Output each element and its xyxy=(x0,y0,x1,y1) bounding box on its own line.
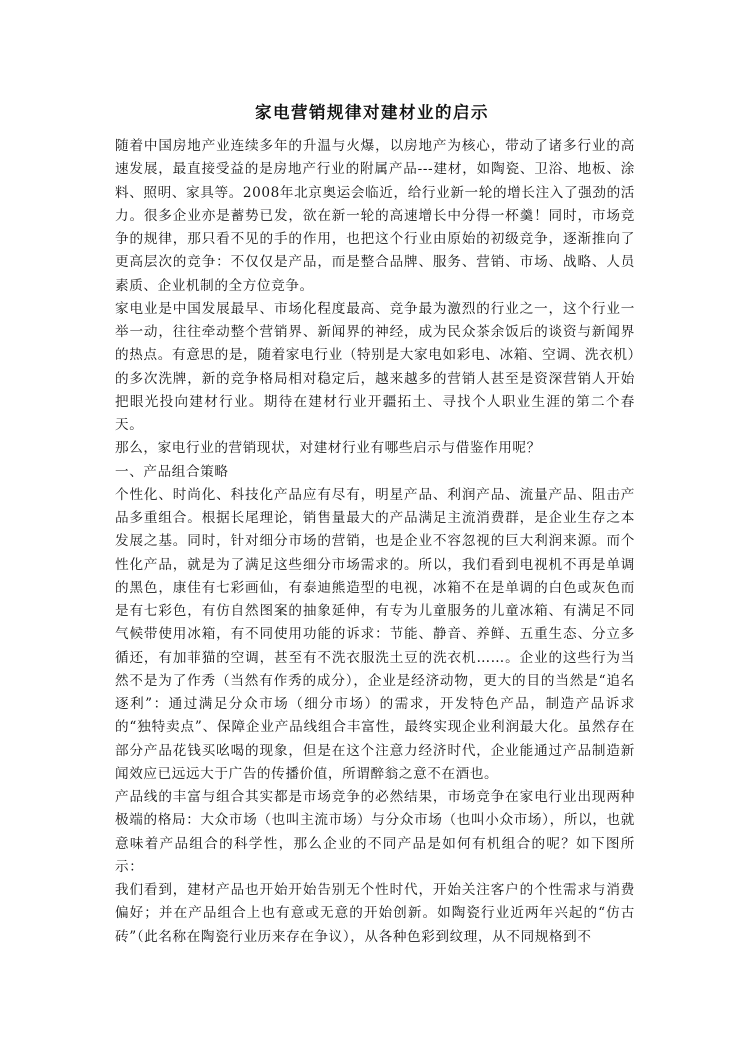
document-title: 家电营销规律对建材业的启示 xyxy=(255,103,489,122)
paragraph-product-mix: 个性化、时尚化、科技化产品应有尽有，明星产品、利润产品、流量产品、阻击产品多重组合。根据长尾理论，销售量最大的产品满足主流消费群，是企业生存之本发展之基。同时，针对细分市场的营销，也是企业不容忽视的巨大利润来源。而个性化产品，就是为了满足这些细分市场需求的。所以，我们看到电视机不再是单调的黑色，康佳有七彩画仙，有泰迪熊造型的电视，冰箱不在是单调的白色或灰色而是有七彩色，有仿自然图案的抽象延伸，有专为儿童服务的儿童冰箱、有满足不同气候带使用冰箱，有不同使用功能的诉求：节能、静音、养鲜、五重生态、分立多循还，有加菲猫的空调，甚至有不洗衣服洗土豆的洗衣机……。企业的这些行为当然不是为了作秀（当然有作秀的成分），企业是经济动物，更大的目的当然是“追名逐利”：通过满足分众市场（细分市场）的需求，开发特色产品，制造产品诉求的“独特卖点”、保障企业产品线组合丰富性，最终实现企业利润最大化。虽然存在部分产品花钱买吆喝的现象，但是在这个注意力经济时代，企业能通过产品制造新闻效应已远远大于广告的传播价值，所谓醉翁之意不在酒也。 xyxy=(115,486,635,782)
paragraph-building-materials: 我们看到，建材产品也开始开始告别无个性时代，开始关注客户的个性需求与消费偏好；并在产品组合上也有意或无意的开始创新。如陶瓷行业近两年兴起的“仿古砖”（此名称在陶瓷行业历来存在争议），从各种色彩到纹理，从不同规格到不 xyxy=(115,882,635,945)
document-body xyxy=(115,135,635,949)
paragraph-appliance-industry: 家电业是中国发展最早、市场化程度最高、竞争最为激烈的行业之一，这个行业一举一动，往往牵动整个营销界、新闻界的神经，成为民众茶余饭后的谈资与新闻界的热点。有意思的是，随着家电行业（特别是大家电如彩电、冰箱、空调、洗衣机）的多次洗牌，新的竞争格局相对稳定后，越来越多的营销人甚至是资深营销人开始把眼光投向建材行业。期待在建材行业开疆拓土、寻找个人职业生涯的第二个春天。 xyxy=(115,300,635,433)
paragraph-intro: 随着中国房地产业连续多年的升温与火爆，以房地产为核心，带动了诸多行业的高速发展，最直接受益的是房地产行业的附属产品---建材，如陶瓷、卫浴、地板、涂料、照明、家具等。2008年北京奥运会临近，给行业新一轮的增长注入了强劲的活力。很多企业亦是蓄势已发，欲在新一轮的高速增长中分得一杯羹！同时，市场竞争的规律，那只看不见的手的作用，也把这个行业由原始的初级竞争，逐渐推向了更高层次的竞争：不仅仅是产品，而是整合品牌、服务、营销、市场、战略、人员素质、企业机制的全方位竞争。 xyxy=(115,138,635,294)
paragraph-product-line: 产品线的丰富与组合其实都是市场竞争的必然结果，市场竞争在家电行业出现两种极端的格局：大众市场（也叫主流市场）与分众市场（也叫小众市场），所以，也就意味着产品组合的科学性，那么企业的不同产品是如何有机组合的呢？如下图所示： xyxy=(115,789,635,875)
paragraph-question: 那么，家电行业的营销现状，对建材行业有哪些启示与借鉴作用呢？ xyxy=(115,440,541,457)
section-heading-product-mix: 一、产品组合策略 xyxy=(115,463,229,480)
